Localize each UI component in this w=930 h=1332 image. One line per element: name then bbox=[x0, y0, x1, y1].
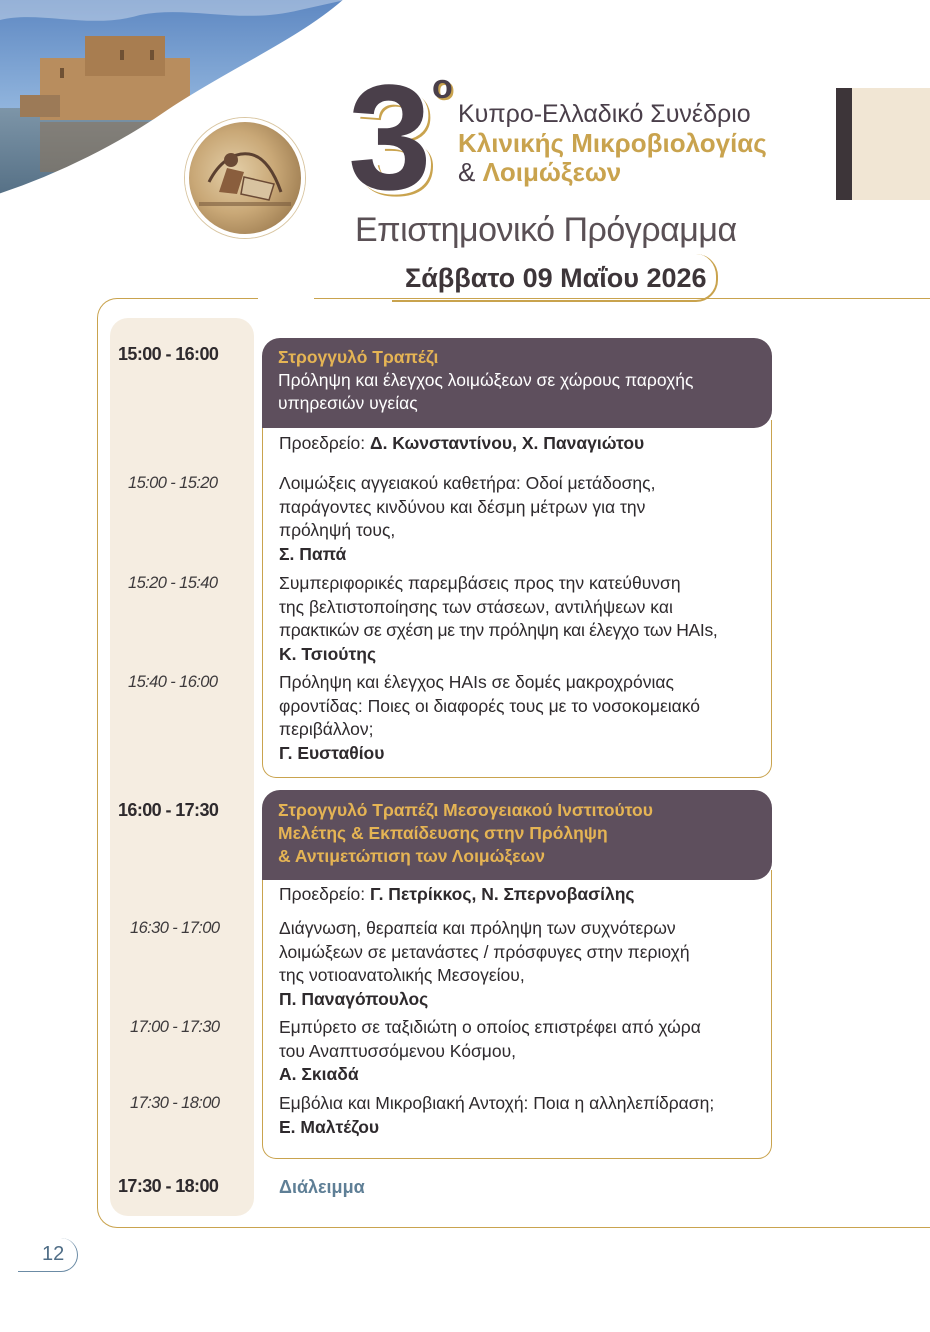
session-2-type-line1: Στρογγυλό Τραπέζι Μεσογειακού Ινστιτούτου bbox=[278, 800, 653, 820]
session-1-type: Στρογγυλό Τραπέζι bbox=[278, 347, 439, 367]
mosaic-figure-icon bbox=[189, 122, 301, 234]
session-2-time: 16:00 - 17:30 bbox=[118, 800, 219, 820]
talk-1-line1: Λοιμώξεις αγγειακού καθετήρα: Οδοί μετάδοσης, bbox=[279, 473, 656, 493]
talk-6-speaker: Ε. Μαλτέζου bbox=[279, 1116, 380, 1137]
talk-3 bbox=[279, 671, 749, 765]
session-1-topic-line1: Πρόληψη και έλεγχος λοιμώξεων σε χώρους παροχής bbox=[278, 370, 694, 390]
session-1-header bbox=[262, 338, 772, 428]
edition-ordinal: ο bbox=[432, 68, 453, 106]
talk-2-speaker: Κ. Τσιούτης bbox=[279, 643, 377, 664]
talk-1 bbox=[279, 472, 749, 566]
talk-3-line1: Πρόληψη και έλεγχος HAIs σε δομές μακροχρόνιας bbox=[279, 672, 674, 692]
conference-title-amp: & bbox=[458, 157, 483, 187]
talk-4-speaker: Π. Παναγόπουλος bbox=[279, 988, 429, 1009]
session-2-type-line2: Μελέτης & Εκπαίδευσης στην Πρόληψη bbox=[278, 823, 608, 843]
session-2-chairs bbox=[279, 883, 635, 906]
talk-5 bbox=[279, 1016, 749, 1087]
program-date: Σάββατο 09 Μαΐου 2026 bbox=[405, 263, 707, 293]
session-1-chairs-label: Προεδρείο: bbox=[279, 433, 370, 453]
session-1-chairs-names: Δ. Κωνσταντίνου, Χ. Παναγιώτου bbox=[369, 433, 645, 453]
talk-2-line1: Συμπεριφορικές παρεμβάσεις προς την κατεύθυνση bbox=[279, 573, 681, 593]
session-2-type-line3: & Αντιμετώπιση των Λοιμώξεων bbox=[278, 846, 546, 866]
frame-gap bbox=[258, 294, 314, 302]
talk-6 bbox=[279, 1092, 749, 1139]
conference-title-infections: Λοιμώξεων bbox=[482, 157, 622, 187]
talk-2-line2: της βελτιστοποίησης των στάσεων, αντιλήψεων και bbox=[279, 596, 673, 617]
time-column bbox=[110, 318, 254, 1216]
talk-1-time: 15:00 - 15:20 bbox=[128, 474, 218, 492]
break-label: Διάλειμμα bbox=[279, 1177, 365, 1197]
conference-title-line1: Κυπρο-Ελλαδικό Συνέδριο bbox=[458, 100, 751, 128]
session-1-topic-line2: υπηρεσιών υγείας bbox=[278, 393, 418, 413]
talk-5-line2: του Αναπτυσσόμενου Κόσμου, bbox=[279, 1040, 517, 1061]
page-number: 12 bbox=[42, 1243, 65, 1265]
castle-header-image bbox=[0, 0, 360, 250]
talk-5-line1: Εμπύρετο σε ταξιδιώτη ο οποίος επιστρέφει από χώρα bbox=[279, 1017, 701, 1037]
talk-2-time: 15:20 - 15:40 bbox=[128, 574, 218, 592]
talk-1-speaker: Σ. Παπά bbox=[279, 543, 347, 564]
talk-3-line3: περιβάλλον; bbox=[279, 719, 374, 739]
mosaic-medallion-image bbox=[185, 118, 305, 238]
talk-3-speaker: Γ. Ευσταθίου bbox=[279, 742, 385, 763]
talk-3-time: 15:40 - 16:00 bbox=[128, 673, 218, 691]
talk-4-line3: της νοτιοανατολικής Μεσογείου, bbox=[279, 965, 525, 985]
program-title: Επιστημονικό Πρόγραμμα bbox=[355, 211, 737, 249]
edition-number: 3 bbox=[348, 53, 428, 221]
talk-4-time: 16:30 - 17:00 bbox=[130, 919, 220, 937]
talk-6-line1: Εμβόλια και Μικροβιακή Αντοχή: Ποια η αλληλεπίδραση; bbox=[279, 1093, 715, 1113]
talk-1-line2: παράγοντες κινδύνου και δέσμη μέτρων για την bbox=[279, 496, 646, 517]
talk-6-time: 17:30 - 18:00 bbox=[130, 1094, 220, 1112]
session-1-time: 15:00 - 16:00 bbox=[118, 344, 219, 364]
session-2-chairs-label: Προεδρείο: bbox=[279, 884, 370, 904]
talk-5-speaker: Α. Σκιαδά bbox=[279, 1064, 359, 1084]
break-time: 17:30 - 18:00 bbox=[118, 1176, 219, 1196]
session-2-header bbox=[262, 790, 772, 880]
talk-2 bbox=[279, 572, 759, 666]
section-tab-bar bbox=[836, 88, 852, 200]
conference-title-line2: Κλινικής Μικροβιολογίας bbox=[458, 128, 767, 158]
session-2-chairs-names: Γ. Πετρίκκος, Ν. Σπερνοβασίλης bbox=[369, 884, 635, 904]
session-1-chairs bbox=[279, 432, 644, 455]
talk-5-time: 17:00 - 17:30 bbox=[130, 1018, 220, 1036]
talk-4-line1: Διάγνωση, θεραπεία και πρόληψη των συχνότερων bbox=[279, 918, 676, 938]
talk-1-line3: πρόληψή τους, bbox=[279, 520, 396, 540]
talk-4-line2: λοιμώξεων σε μετανάστες / πρόσφυγες στην περιοχή bbox=[279, 941, 690, 962]
conference-title-line3 bbox=[458, 158, 621, 186]
talk-4 bbox=[279, 917, 749, 1011]
talk-2-line3: πρακτικών σε σχέση με την πρόληψη και έλεγχο των HAIs, bbox=[279, 620, 718, 640]
talk-3-line2: φροντίδας: Ποιες οι διαφορές τους με το νοσοκομειακό bbox=[279, 695, 701, 716]
